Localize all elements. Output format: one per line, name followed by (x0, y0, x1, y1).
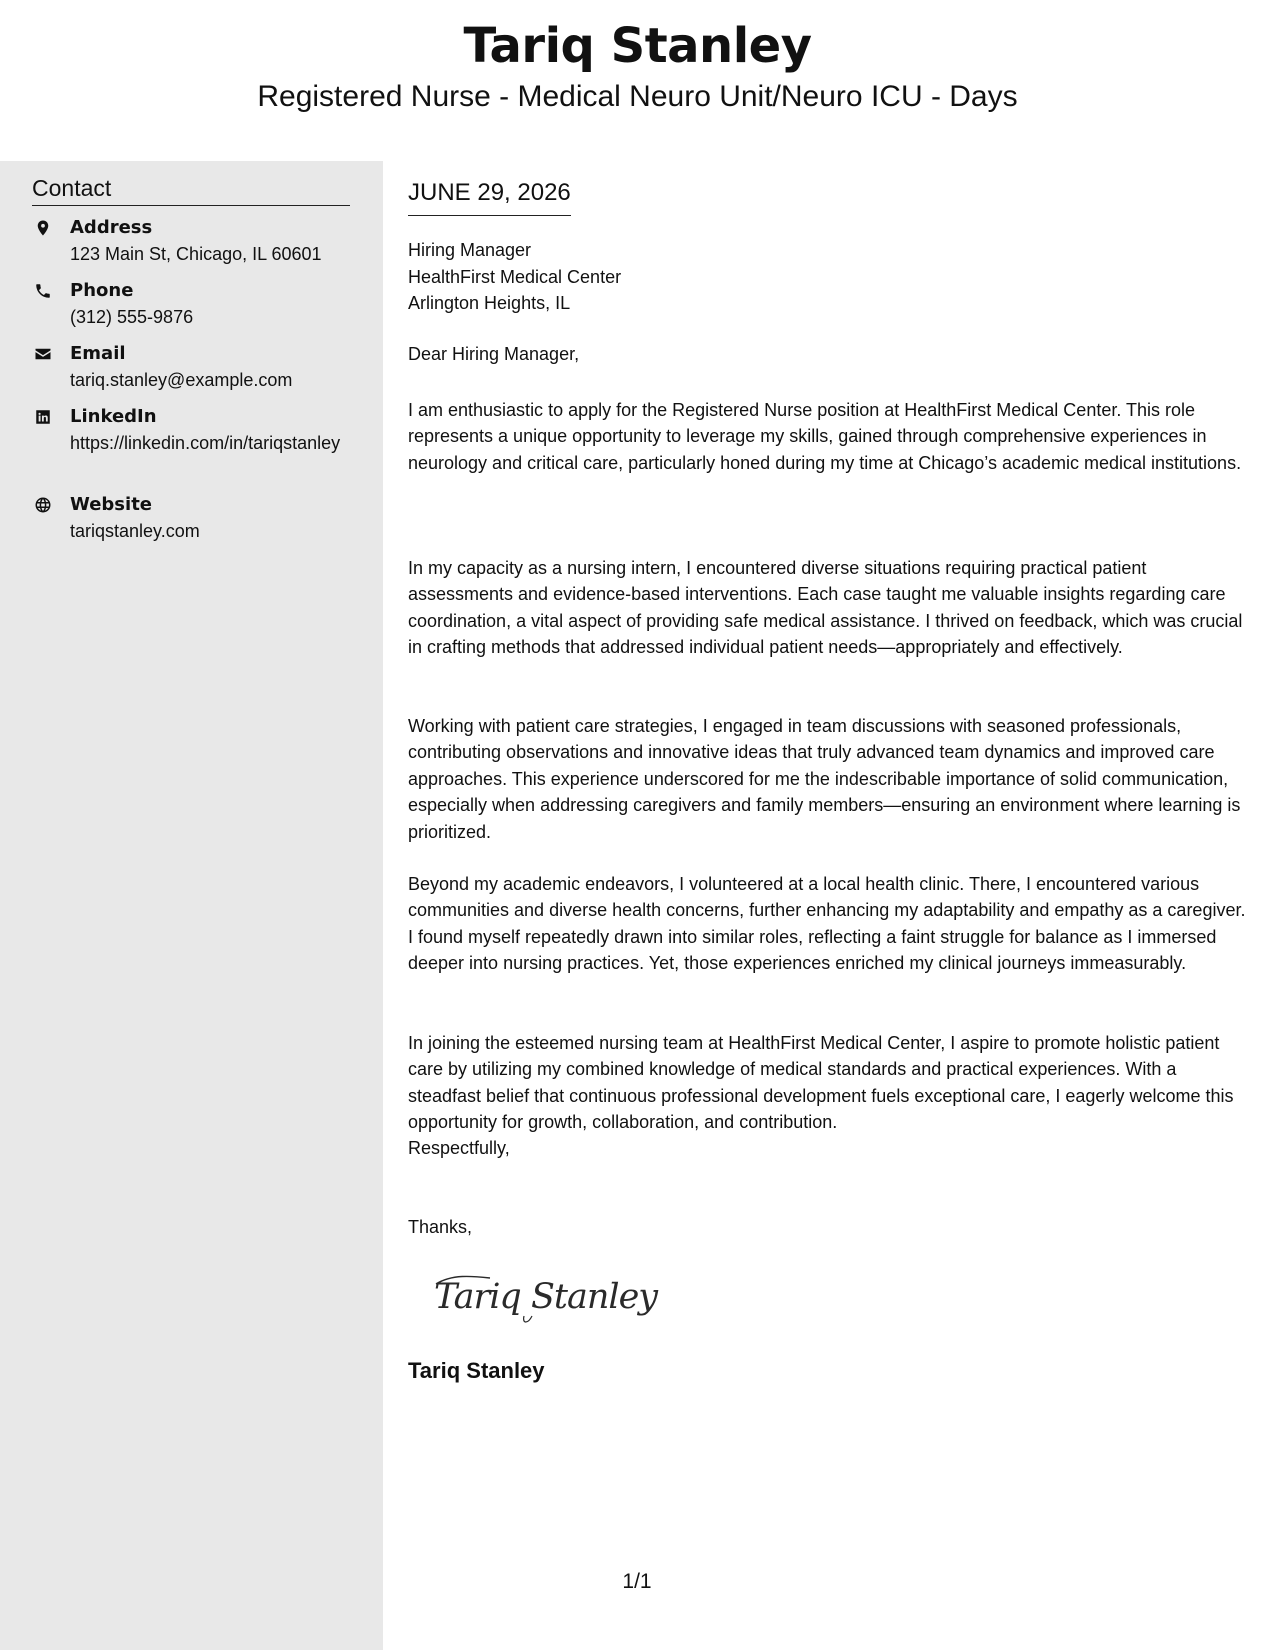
recipient-block (408, 237, 621, 317)
applicant-name: Tariq Stanley (463, 18, 812, 74)
contact-value: tariqstanley.com (70, 521, 200, 541)
page-number: 1/1 (622, 1570, 652, 1593)
job-title: Registered Nurse - Medical Neuro Unit/Neuro ICU - Days (257, 80, 1018, 113)
letter-paragraph: I am enthusiastic to apply for the Registered Nurse position at HealthFirst Medical Center. This role represents a unique opportunity to leverage my skills, gained through comprehensive experiences in neurology and critical care, particularly honed during my time at Chicago’s academic medical institutions. (408, 400, 1242, 473)
signature-text: Tariq Stanley (434, 1277, 658, 1317)
linkedin-icon (32, 406, 54, 428)
recipient-line: HealthFirst Medical Center (408, 266, 622, 287)
contact-value: https://linkedin.com/in/tariqstanley (70, 433, 341, 453)
letter-paragraph: Working with patient care strategies, I engaged in team discussions with seasoned professionals, contributing observations and innovative ideas that truly advanced team dynamics and improved care approaches. This experience underscored for me the indescribable importance of solid communication, especially when addressing caregivers and family members—ensuring an environment where learning is prioritized. (408, 716, 1241, 842)
letter-paragraph: In joining the esteemed nursing team at HealthFirst Medical Center, I aspire to promote holistic patient care by utilizing my combined knowledge of medical standards and practical experiences. With a steadfast belief that continuous professional development fuels exceptional care, I eagerly welcome this opportunity for growth, collaboration, and contribution. (408, 1033, 1234, 1133)
location-pin-icon (32, 217, 54, 239)
header (0, 0, 1275, 160)
contact-label: LinkedIn (70, 406, 157, 427)
phone-icon (32, 280, 54, 302)
thanks: Thanks, (408, 1217, 473, 1237)
signer-name: Tariq Stanley (408, 1358, 545, 1383)
email-icon (32, 343, 54, 365)
contact-label: Phone (70, 280, 134, 301)
globe-icon (32, 494, 54, 516)
contact-heading: Contact (32, 175, 350, 206)
letter-paragraph: In my capacity as a nursing intern, I encountered diverse situations requiring practical patient assessments and evidence-based interventions. Each case taught me valuable insights regarding care coordination, a vital aspect of providing safe medical assistance. I thrived on feedback, which was crucial in crafting methods that addressed individual patient needs—appropriately and effectively. (408, 558, 1243, 658)
contact-label: Website (70, 494, 153, 515)
letter-date: JUNE 29, 2026 (408, 179, 571, 216)
contact-sidebar (0, 161, 383, 1650)
closing: Respectfully, (408, 1138, 510, 1158)
letter-paragraph: Beyond my academic endeavors, I volunteered at a local health clinic. There, I encountered various communities and diverse health concerns, further enhancing my adaptability and empathy as a caregiver. I found myself repeatedly drawn into similar roles, reflecting a faint struggle for balance as I immersed deeper into nursing practices. Yet, those experiences enriched my clinical journeys immeasurably. (408, 874, 1246, 974)
handwritten-signature (432, 1266, 672, 1328)
recipient-line: Arlington Heights, IL (408, 293, 571, 313)
recipient-line: Hiring Manager (408, 240, 532, 260)
contact-value: 123 Main St, Chicago, IL 60601 (70, 244, 322, 264)
salutation: Dear Hiring Manager, (408, 344, 580, 364)
contact-label: Address (70, 217, 153, 238)
contact-label: Email (70, 343, 126, 364)
contact-value: tariq.stanley@example.com (70, 370, 293, 390)
contact-value: (312) 555-9876 (70, 307, 194, 327)
